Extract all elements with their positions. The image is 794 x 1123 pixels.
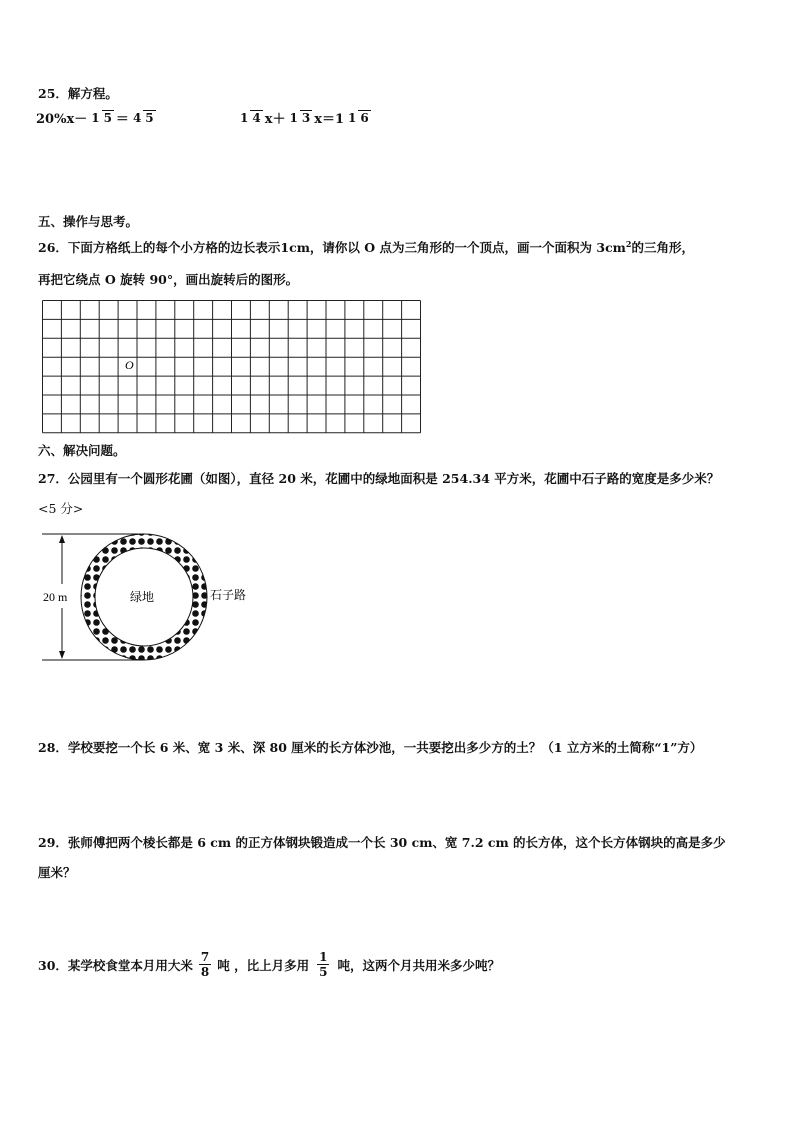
eq2-fraction-3: 1 6 (348, 111, 369, 125)
q27-line1: 27．公园里有一个圆形花圃（如图），直径 20 米，花圃中的绿地面积是 254.34 平方米，花圃中石子路的宽度是多少米？ (38, 471, 720, 486)
eq1-equals: ＝ (115, 112, 129, 127)
q30-fraction-2: $\frac{1}{5}$ (319, 950, 328, 979)
eq2-fraction-2: 1 3 (289, 111, 311, 125)
eq2-mid: x＋ (264, 112, 286, 127)
q25-equation-2 (236, 108, 373, 127)
q29-line2: 厘米？ (38, 865, 76, 880)
q29-line1: 29．张师傅把两个棱长都是 6 cm 的正方体钢块锻造成一个长 30 cm、宽 7.2 cm 的长方体，这个长方体钢块的高是多少 (38, 835, 726, 850)
q26-line2: 再把它绕点 O 旋转 90°，画出旋转后的图形。 (38, 272, 299, 287)
stone-path-label: 石子路 (210, 588, 247, 602)
arrow-up-icon (59, 535, 65, 543)
q30-fraction-1: $\frac{7}{8}$ (200, 950, 210, 979)
q27-line2: <5 分> (38, 501, 84, 516)
section6-title: 六、解决问题。 (38, 443, 126, 458)
section5-title: 五、操作与思考。 (38, 214, 139, 229)
q26-line1: 26．下面方格纸上的每个小方格的边长表示1cm，请你以 O 点为三角形的一个顶点，画一个面积为 $3cm^2$的三角形， (38, 238, 695, 255)
arrow-down-icon (59, 651, 65, 659)
eq1-fraction-2: 4 5 (132, 111, 154, 125)
garden-figure (38, 528, 278, 668)
eq1-lhs: 20%x－ (36, 112, 88, 127)
square-grid[interactable] (42, 300, 421, 436)
q25-equation-1 (36, 108, 158, 127)
eq2-tail: x＝1 (314, 112, 344, 127)
q28-text: 28．学校要挖一个长 6 米、宽 3 米、深 80 厘米的长方体沙池，一共要挖出多少方的土？（1 立方米的土简称“1”方） (38, 740, 703, 755)
eq1-fraction-1: 1 5 (91, 111, 112, 125)
q30-text: 30．某学校食堂本月用大米 $\frac{7}{8}$ 吨 ，比上月多用 $\frac{1}{5}$ 吨，这两个月共用米多少吨？ (38, 950, 500, 979)
q25-label: 25．解方程。 (38, 86, 118, 101)
green-area-label: 绿地 (130, 590, 155, 604)
eq2-fraction-1: 1 4 (240, 111, 261, 125)
diameter-label: 20 m (43, 590, 68, 604)
point-o-label: O (125, 358, 134, 372)
